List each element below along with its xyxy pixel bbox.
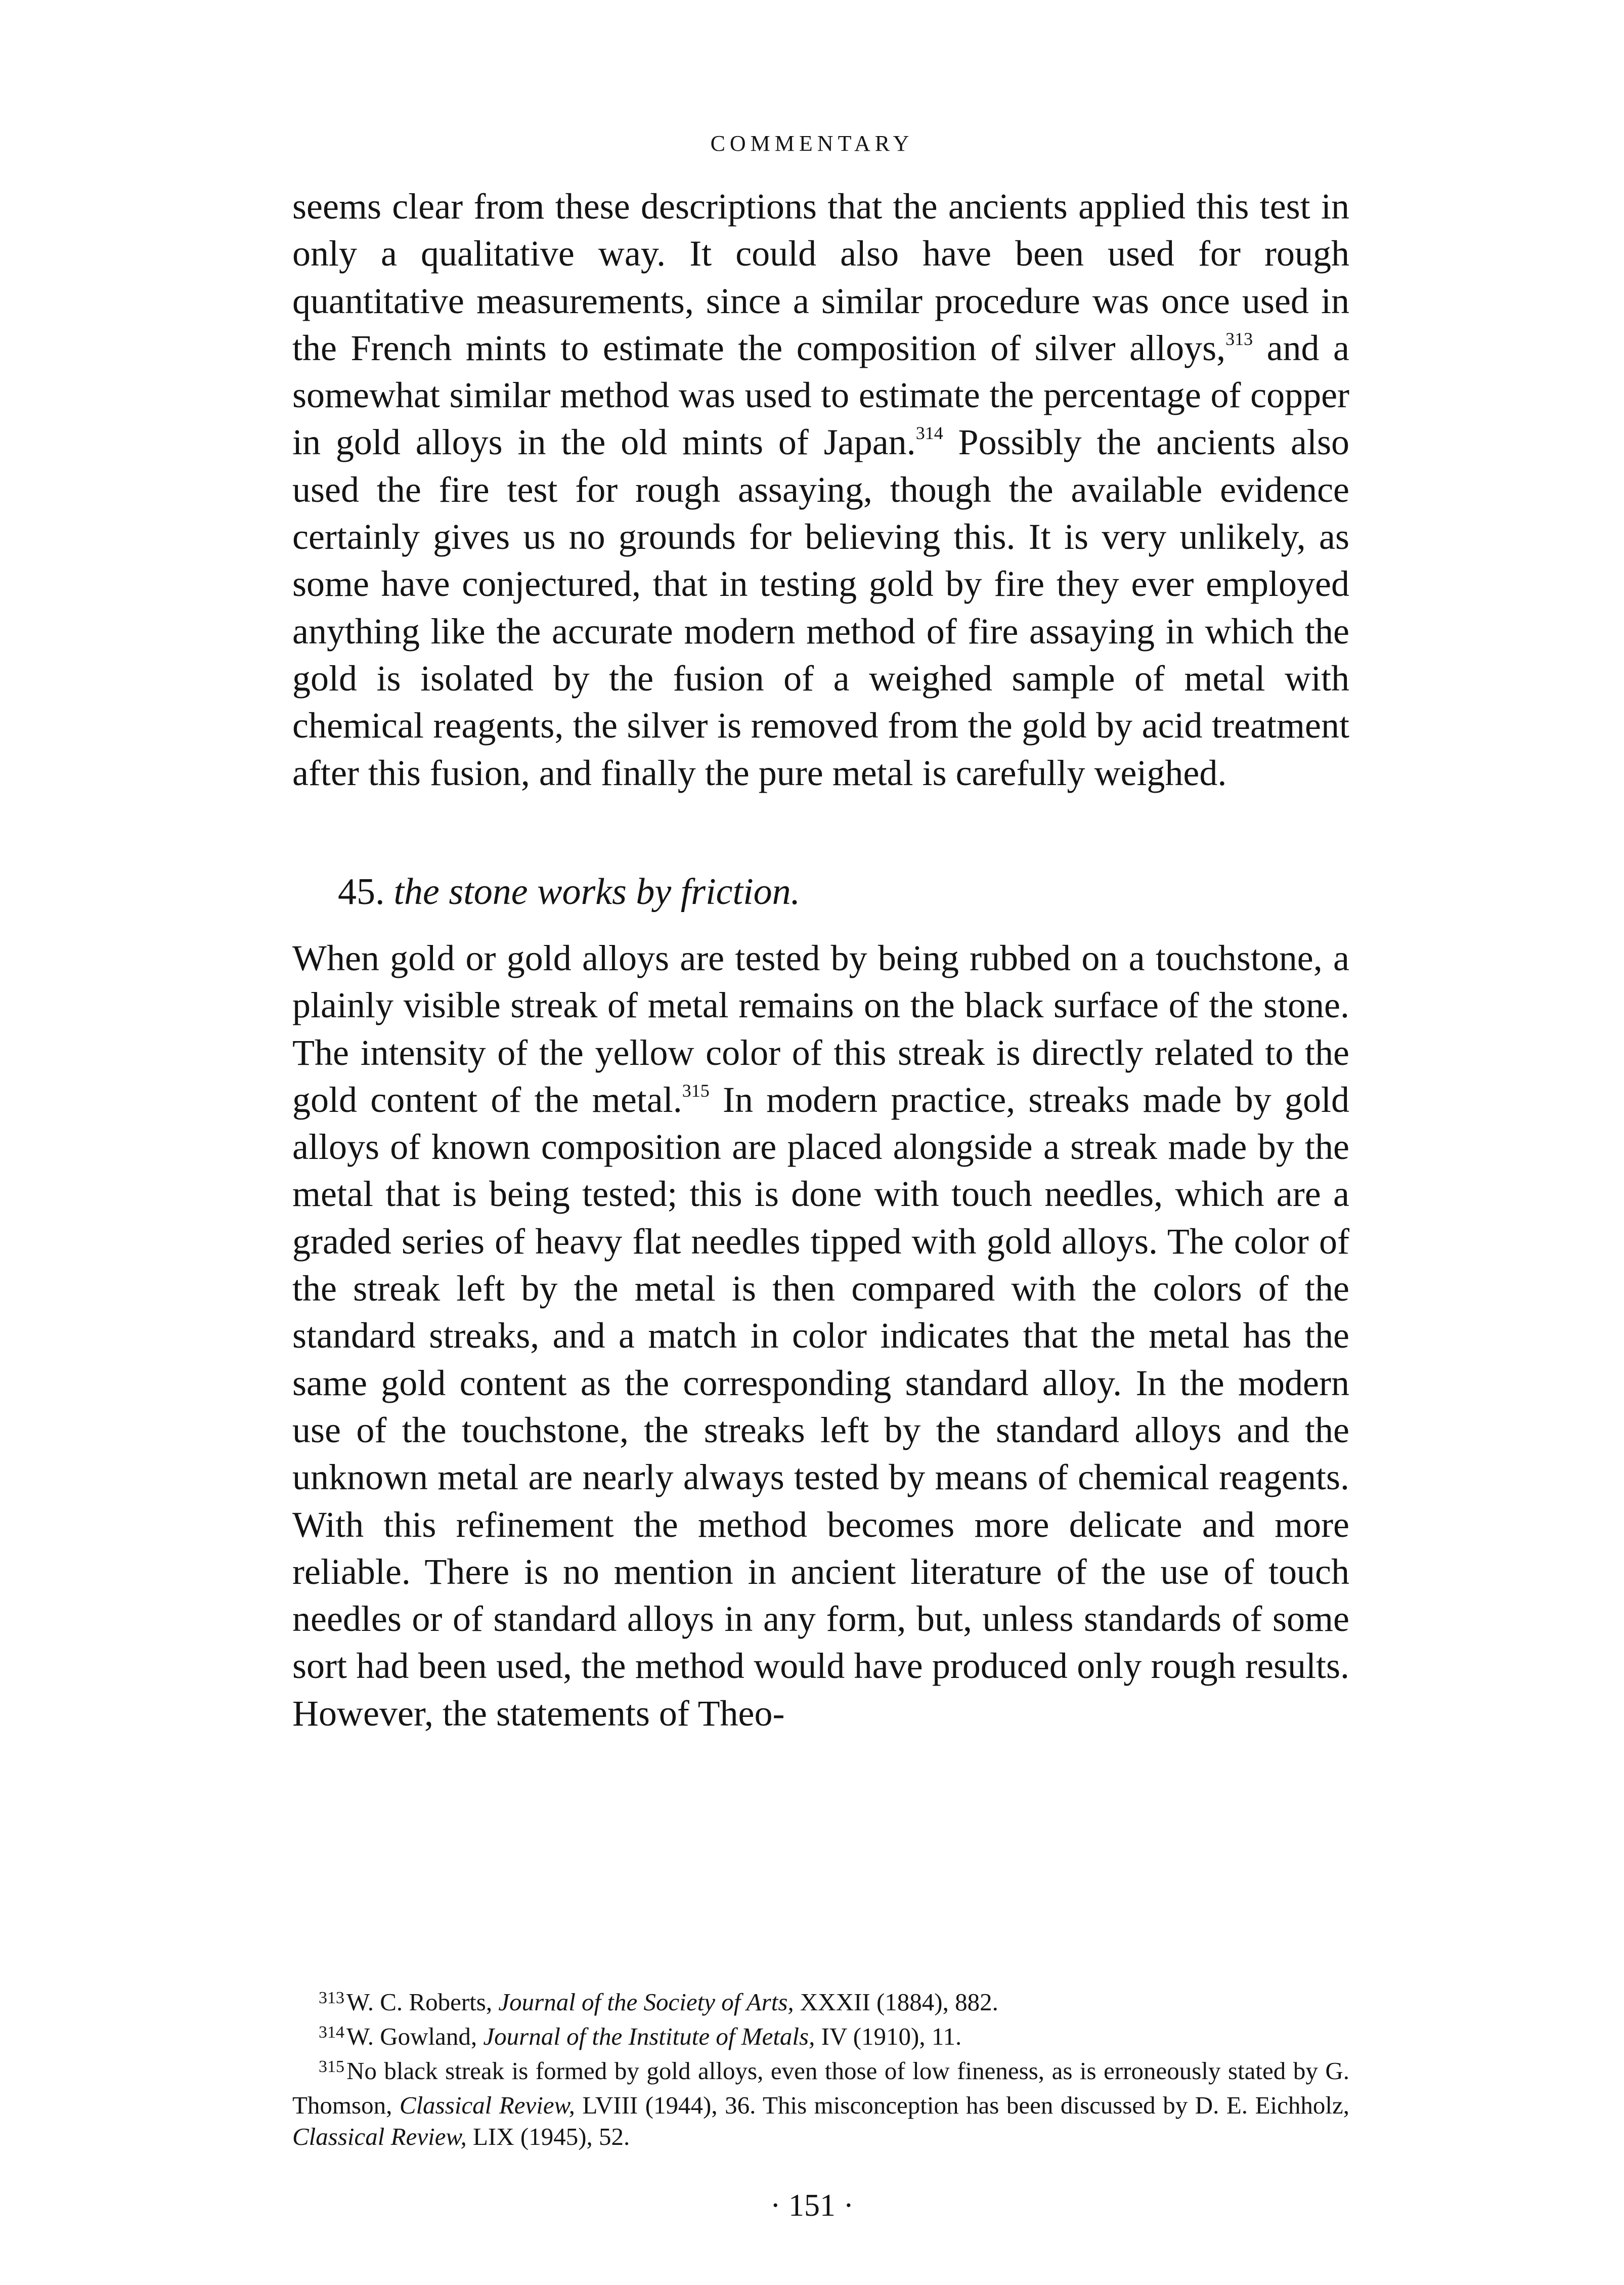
footnote-ref-313: 313	[1225, 328, 1253, 349]
section-number: 45.	[338, 871, 385, 913]
running-header: COMMENTARY	[710, 131, 914, 156]
section-title: the stone works by friction.	[393, 871, 801, 913]
paragraph-a-text-1: seems clear from these descriptions that the ancients applied this test in only a qualitative way. It could also have been used for rough quantitative measurements, since a similar procedure was once used in the French mints to estimate the composition of silver alloys,	[292, 186, 1349, 368]
footnote-text: LVIII (1944), 36. This misconception has been discussed by D. E. Eichholz,	[575, 2091, 1349, 2119]
footnote-ref-315: 315	[682, 1080, 710, 1101]
page-number: · 151 ·	[770, 2188, 854, 2223]
footnote-text: XXXII (1884), 882.	[794, 1988, 998, 2016]
footnote-ref-314: 314	[915, 423, 943, 444]
footnote-journal: Classical Review,	[399, 2091, 575, 2119]
paragraph-b-text-2: In modern practice, streaks made by gold alloys of known composition are placed alongside a streak made by the metal that is being tested; this is done with touch needles, which are a graded series of heavy flat needles tipped with gold alloys. The color of the streak left by the metal is then compared with the colors of the standard streaks, and a match in color indicates that the metal has the same gold content as the corresponding standard alloy. In the modern use of the touchstone, the streaks left by the standard alloys and the unknown metal are nearly always tested by means of chemical reagents. With this refinement the method becomes more delicate and more reliable. There is no mention in ancient literature of the use of touch needles or of standard alloys in any form, but, unless standards of some sort had been used, the method would have produced only rough results. However, the statements of Theo-	[292, 1079, 1349, 1734]
footnote-text: IV (1910), 11.	[815, 2022, 962, 2050]
footnote-number: 314	[319, 2023, 344, 2042]
footnote-journal: Journal of the Society of Arts,	[498, 1988, 794, 2016]
footnote-315	[292, 2055, 1349, 2152]
footnote-text: No black streak is formed by gold alloys, even those of low fineness, as is erroneously stated by G. Thomson,	[292, 2057, 1349, 2119]
footnote-313	[292, 1987, 1349, 2021]
paragraph-section-45	[292, 935, 1349, 1737]
footnote-314	[292, 2021, 1349, 2055]
footnote-text: W. C. Roberts,	[346, 1988, 499, 2016]
paragraph-b-text	[292, 935, 1349, 1737]
footnote-text: LIX (1945), 52.	[466, 2123, 630, 2150]
paragraph-b-text-1: When gold or gold alloys are tested by being rubbed on a touchstone, a plainly visible streak of metal remains on the black surface of the stone. The intensity of the yellow color of this streak is directly related to the gold content of the metal.	[292, 938, 1349, 1120]
footnote-journal: Classical Review,	[292, 2123, 467, 2150]
footnote-number: 315	[319, 2057, 344, 2076]
paragraph-a-text-2: and a somewhat similar method was used to estimate the percentage of copper in gold alloys in the old mints of Japan.	[292, 327, 1349, 463]
paragraph-a-text-3: Possibly the ancients also used the fire test for rough assaying, though the available evidence certainly gives us no grounds for believing this. It is very unlikely, as some have conjectured, that in testing gold by fire they ever employed anything like the accurate modern method of fire assaying in which the gold is isolated by the fusion of a weighed sample of metal with chemical reagents, the silver is removed from the gold by acid treatment after this fusion, and finally the pure metal is carefully weighed.	[292, 422, 1350, 793]
paragraph-a-text	[292, 183, 1349, 797]
footnotes	[292, 1987, 1349, 2152]
section-heading	[338, 871, 800, 914]
footnote-journal: Journal of the Institute of Metals,	[483, 2022, 815, 2050]
paragraph-continued	[292, 183, 1349, 797]
footnote-number: 313	[319, 1989, 344, 2007]
footnote-text: W. Gowland,	[346, 2022, 484, 2050]
